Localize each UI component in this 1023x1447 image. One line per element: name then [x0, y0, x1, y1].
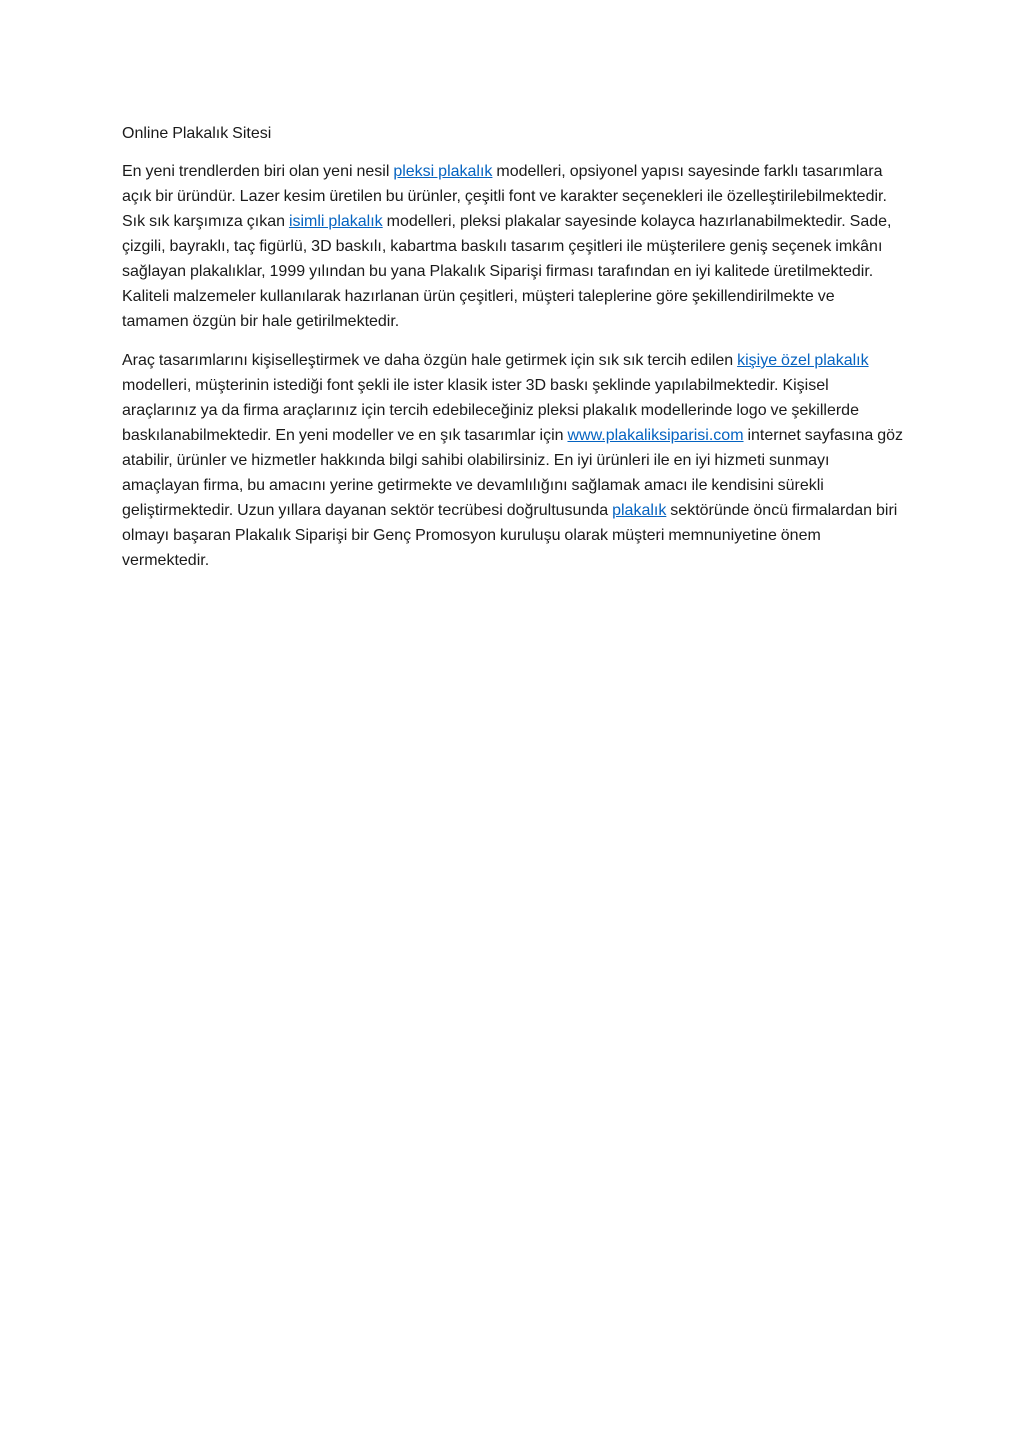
- paragraph-2-text-3: internet sayfasına göz atabilir, ürünler ve hizmetler hakkında bilgi sahibi olabilirsiniz. En iyi ürünleri ile en iyi hizmeti sunmayı amaçlayan firma, bu amacını yerine getirmekte ve devamlılığını sağlamak amacı ile kendisini sürekli geliştirmektedir. Uzun yıllara dayanan sektör tecrübesi doğrultusunda: [122, 427, 904, 519]
- link-plakalik[interactable]: plakalık: [612, 502, 667, 519]
- document-title: Online Plakalık Sitesi: [122, 125, 272, 142]
- paragraph-1-text-2: modelleri, opsiyonel yapısı sayesinde farklı tasarımlara açık bir üründür. Lazer kesim üretilen bu ürünler, çeşitli font ve karakter seçenekleri ile özelleştirilebilmektedir. Sık sık karşımıza çıkan: [122, 163, 887, 230]
- paragraph-2: [122, 348, 903, 573]
- paragraph-2-text-1: Araç tasarımlarını kişiselleştirmek ve daha özgün hale getirmek için sık sık tercih edilen: [122, 352, 738, 369]
- document-body: [122, 121, 903, 587]
- link-plakaliksiparisi-com[interactable]: www.plakaliksiparisi.com: [567, 427, 744, 444]
- link-kisiye-ozel-plakalik[interactable]: kişiye özel plakalık: [737, 352, 869, 369]
- paragraph-1-text-3: modelleri, pleksi plakalar sayesinde kolayca hazırlanabilmektedir. Sade, çizgili, bayraklı, taç figürlü, 3D baskılı, kabartma baskılı tasarım çeşitleri ile müşterilere geniş seçenek imkânı sağlayan plakalıklar, 1999 yılından bu yana Plakalık Siparişi firması tarafından en iyi kalitede üretilmektedir. Kaliteli malzemeler kullanılarak hazırlanan ürün çeşitleri, müşteri taleplerine göre şekillendirilmekte ve tamamen özgün bir hale getirilmektedir.: [122, 213, 892, 330]
- paragraph-2-text-2: modelleri, müşterinin istediği font şekli ile ister klasik ister 3D baskı şeklinde yapılabilmektedir. Kişisel araçlarınız ya da firma araçlarınız için tercih edebileceğiniz pleksi plakalık modellerinde logo ve şekillerde baskılanabilmektedir. En yeni modeller ve en şık tasarımlar için: [122, 377, 859, 444]
- paragraph-2-text-4: sektöründe öncü firmalardan biri olmayı başaran Plakalık Siparişi bir Genç Promosyon kuruluşu olarak müşteri memnuniyetine önem vermektedir.: [122, 502, 898, 569]
- paragraph-1: [122, 159, 903, 334]
- link-isimli-plakalik[interactable]: isimli plakalık: [288, 213, 383, 230]
- link-pleksi-plakalik[interactable]: pleksi plakalık: [393, 163, 493, 180]
- paragraph-1-text-1: En yeni trendlerden biri olan yeni nesil: [122, 163, 394, 180]
